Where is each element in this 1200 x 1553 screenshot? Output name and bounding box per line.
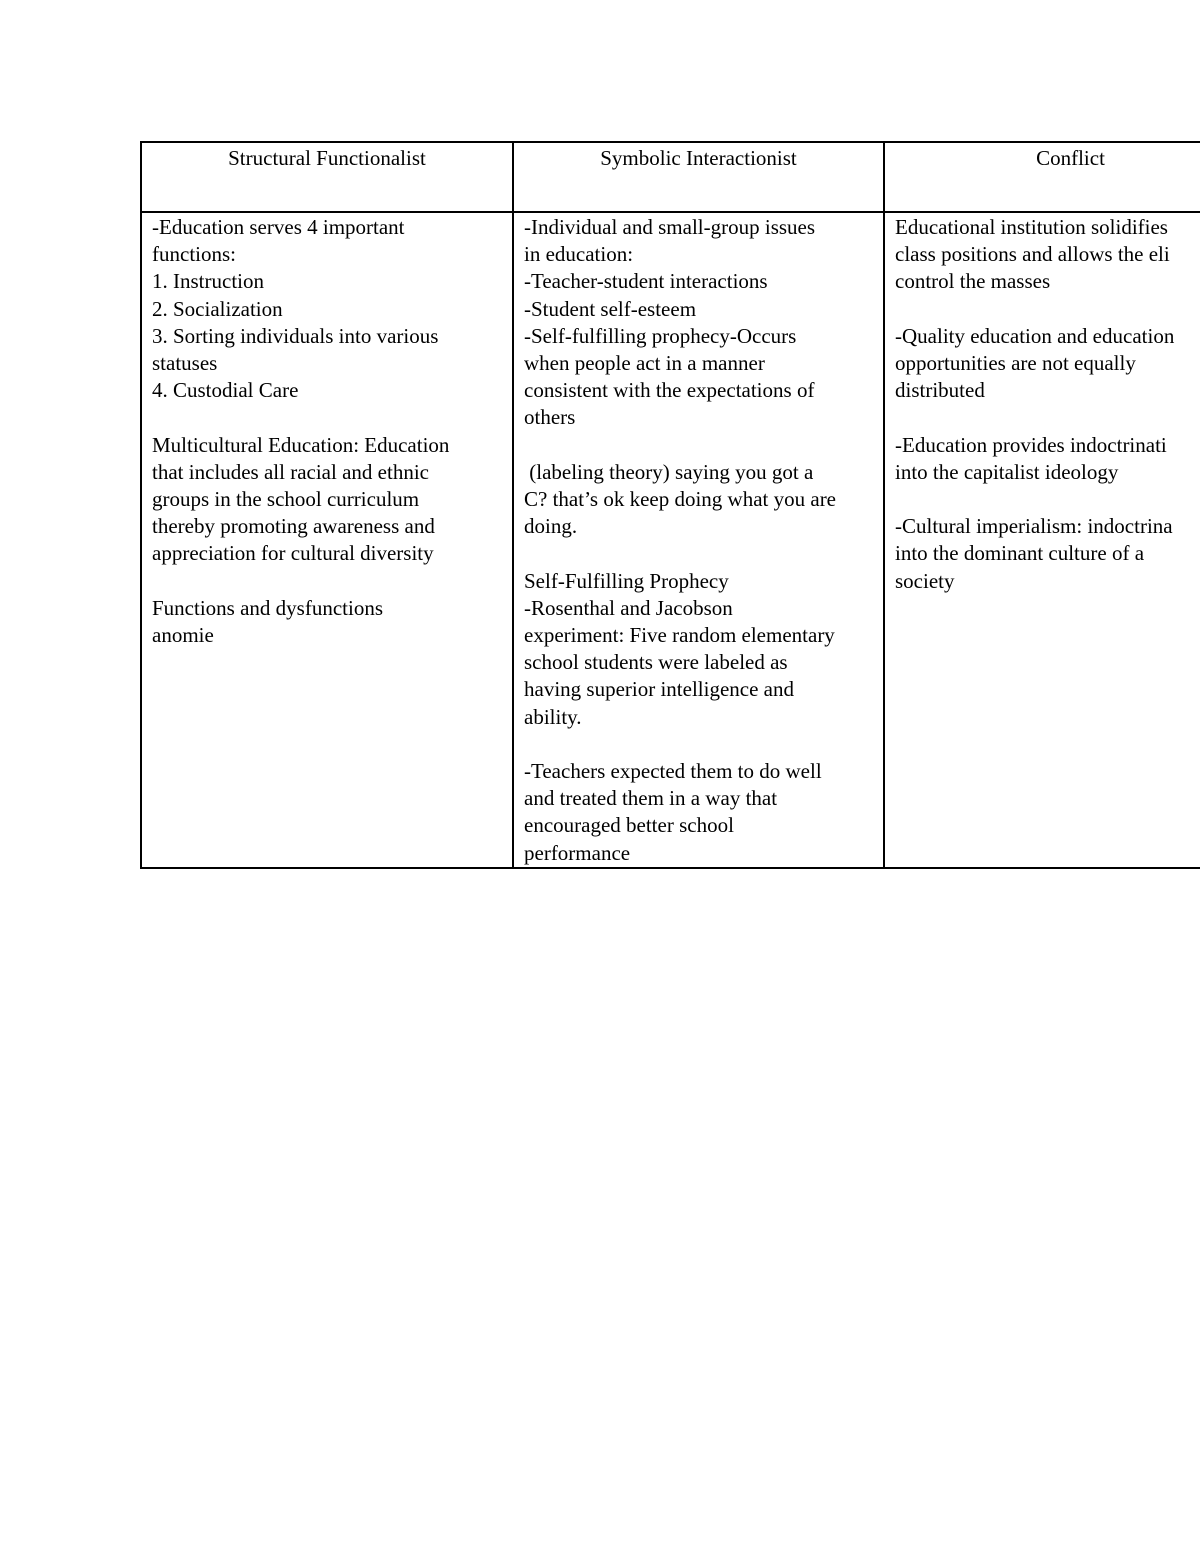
cell-text-line: appreciation for cultural diversity <box>152 541 434 566</box>
cell-text-line: -Rosenthal and Jacobson <box>524 595 733 620</box>
cell-text-line: Multicultural Education: Education <box>152 432 450 457</box>
cell-text-line: consistent with the expectations of <box>524 378 815 403</box>
blank-line <box>895 296 1200 323</box>
cell-text-line: -Quality education and education <box>895 323 1175 348</box>
symbolic-interactionist-cell <box>513 212 884 868</box>
cell-text-line: in education: <box>524 242 634 267</box>
cell-text-line: -Individual and small-group issues <box>524 215 816 239</box>
cell-text-line: doing. <box>524 514 578 539</box>
conflict-cell <box>884 212 1200 868</box>
cell-text-line: having superior intelligence and <box>524 677 794 702</box>
cell-text-line: -Student self-esteem <box>524 296 697 321</box>
cell-text-line: (labeling theory) saying you got a <box>524 459 814 484</box>
cell-text-line: -Education serves 4 important <box>152 215 405 239</box>
cell-text-line: school students were labeled as <box>524 650 788 675</box>
table-body-row <box>141 212 1200 868</box>
cell-text-line: anomie <box>152 623 214 648</box>
cell-text-line: ability. <box>524 704 582 729</box>
cell-text-line: 4. Custodial Care <box>152 378 299 403</box>
table-header-row <box>141 142 1200 212</box>
cell-text-line: Educational institution solidifies <box>895 215 1168 239</box>
blank-line <box>524 432 873 459</box>
structural-functionalist-cell <box>141 212 513 868</box>
header-symbolic-interactionist: Symbolic Interactionist <box>513 142 884 212</box>
blank-line <box>152 404 502 431</box>
cell-text-line: -Self-fulfilling prophecy-Occurs <box>524 323 797 348</box>
cell-text-line: 3. Sorting individuals into various <box>152 323 439 348</box>
cell-text-line: control the masses <box>895 269 1051 294</box>
cell-text-line: groups in the school curriculum <box>152 487 420 512</box>
blank-line <box>895 486 1200 513</box>
cell-text-line: C? that’s ok keep doing what you are <box>524 487 837 512</box>
cell-text-line: into the capitalist ideology <box>895 459 1119 484</box>
blank-line <box>524 731 873 758</box>
cell-text-line: 1. Instruction <box>152 269 264 294</box>
header-conflict: Conflict <box>884 142 1200 212</box>
cell-text-line: distributed <box>895 378 985 403</box>
cell-text-line: Self-Fulfilling Prophecy <box>524 568 729 593</box>
cell-text-line: when people act in a manner <box>524 351 765 376</box>
cell-text-line: -Education provides indoctrinati <box>895 432 1167 457</box>
cell-text-line: encouraged better school <box>524 813 734 838</box>
cell-text-line: -Cultural imperialism: indoctrina <box>895 514 1173 539</box>
cell-text-line: experiment: Five random elementary <box>524 623 835 648</box>
cell-text-line: opportunities are not equally <box>895 351 1136 375</box>
header-structural-functionalist: Structural Functionalist <box>141 142 513 212</box>
blank-line <box>152 568 502 595</box>
blank-line <box>895 404 1200 431</box>
cell-text-line: thereby promoting awareness and <box>152 514 435 539</box>
cell-text-line: that includes all racial and ethnic <box>152 459 429 484</box>
cell-text-line: performance <box>524 840 631 865</box>
cell-text-line: 2. Socialization <box>152 296 283 321</box>
cell-text-line: society <box>895 568 955 593</box>
cell-text-line: others <box>524 405 576 430</box>
cell-text-line: statuses <box>152 351 218 376</box>
cell-text-line: Functions and dysfunctions <box>152 595 383 620</box>
sociology-theories-table <box>140 141 1200 869</box>
cell-text-line: -Teachers expected them to do well <box>524 759 822 784</box>
cell-text-line: functions: <box>152 242 236 267</box>
cell-text-line: class positions and allows the eli <box>895 242 1170 267</box>
cell-text-line: and treated them in a way that <box>524 786 778 811</box>
cell-text-line: into the dominant culture of a <box>895 541 1145 566</box>
cell-text-line: -Teacher-student interactions <box>524 269 768 294</box>
blank-line <box>524 540 873 567</box>
